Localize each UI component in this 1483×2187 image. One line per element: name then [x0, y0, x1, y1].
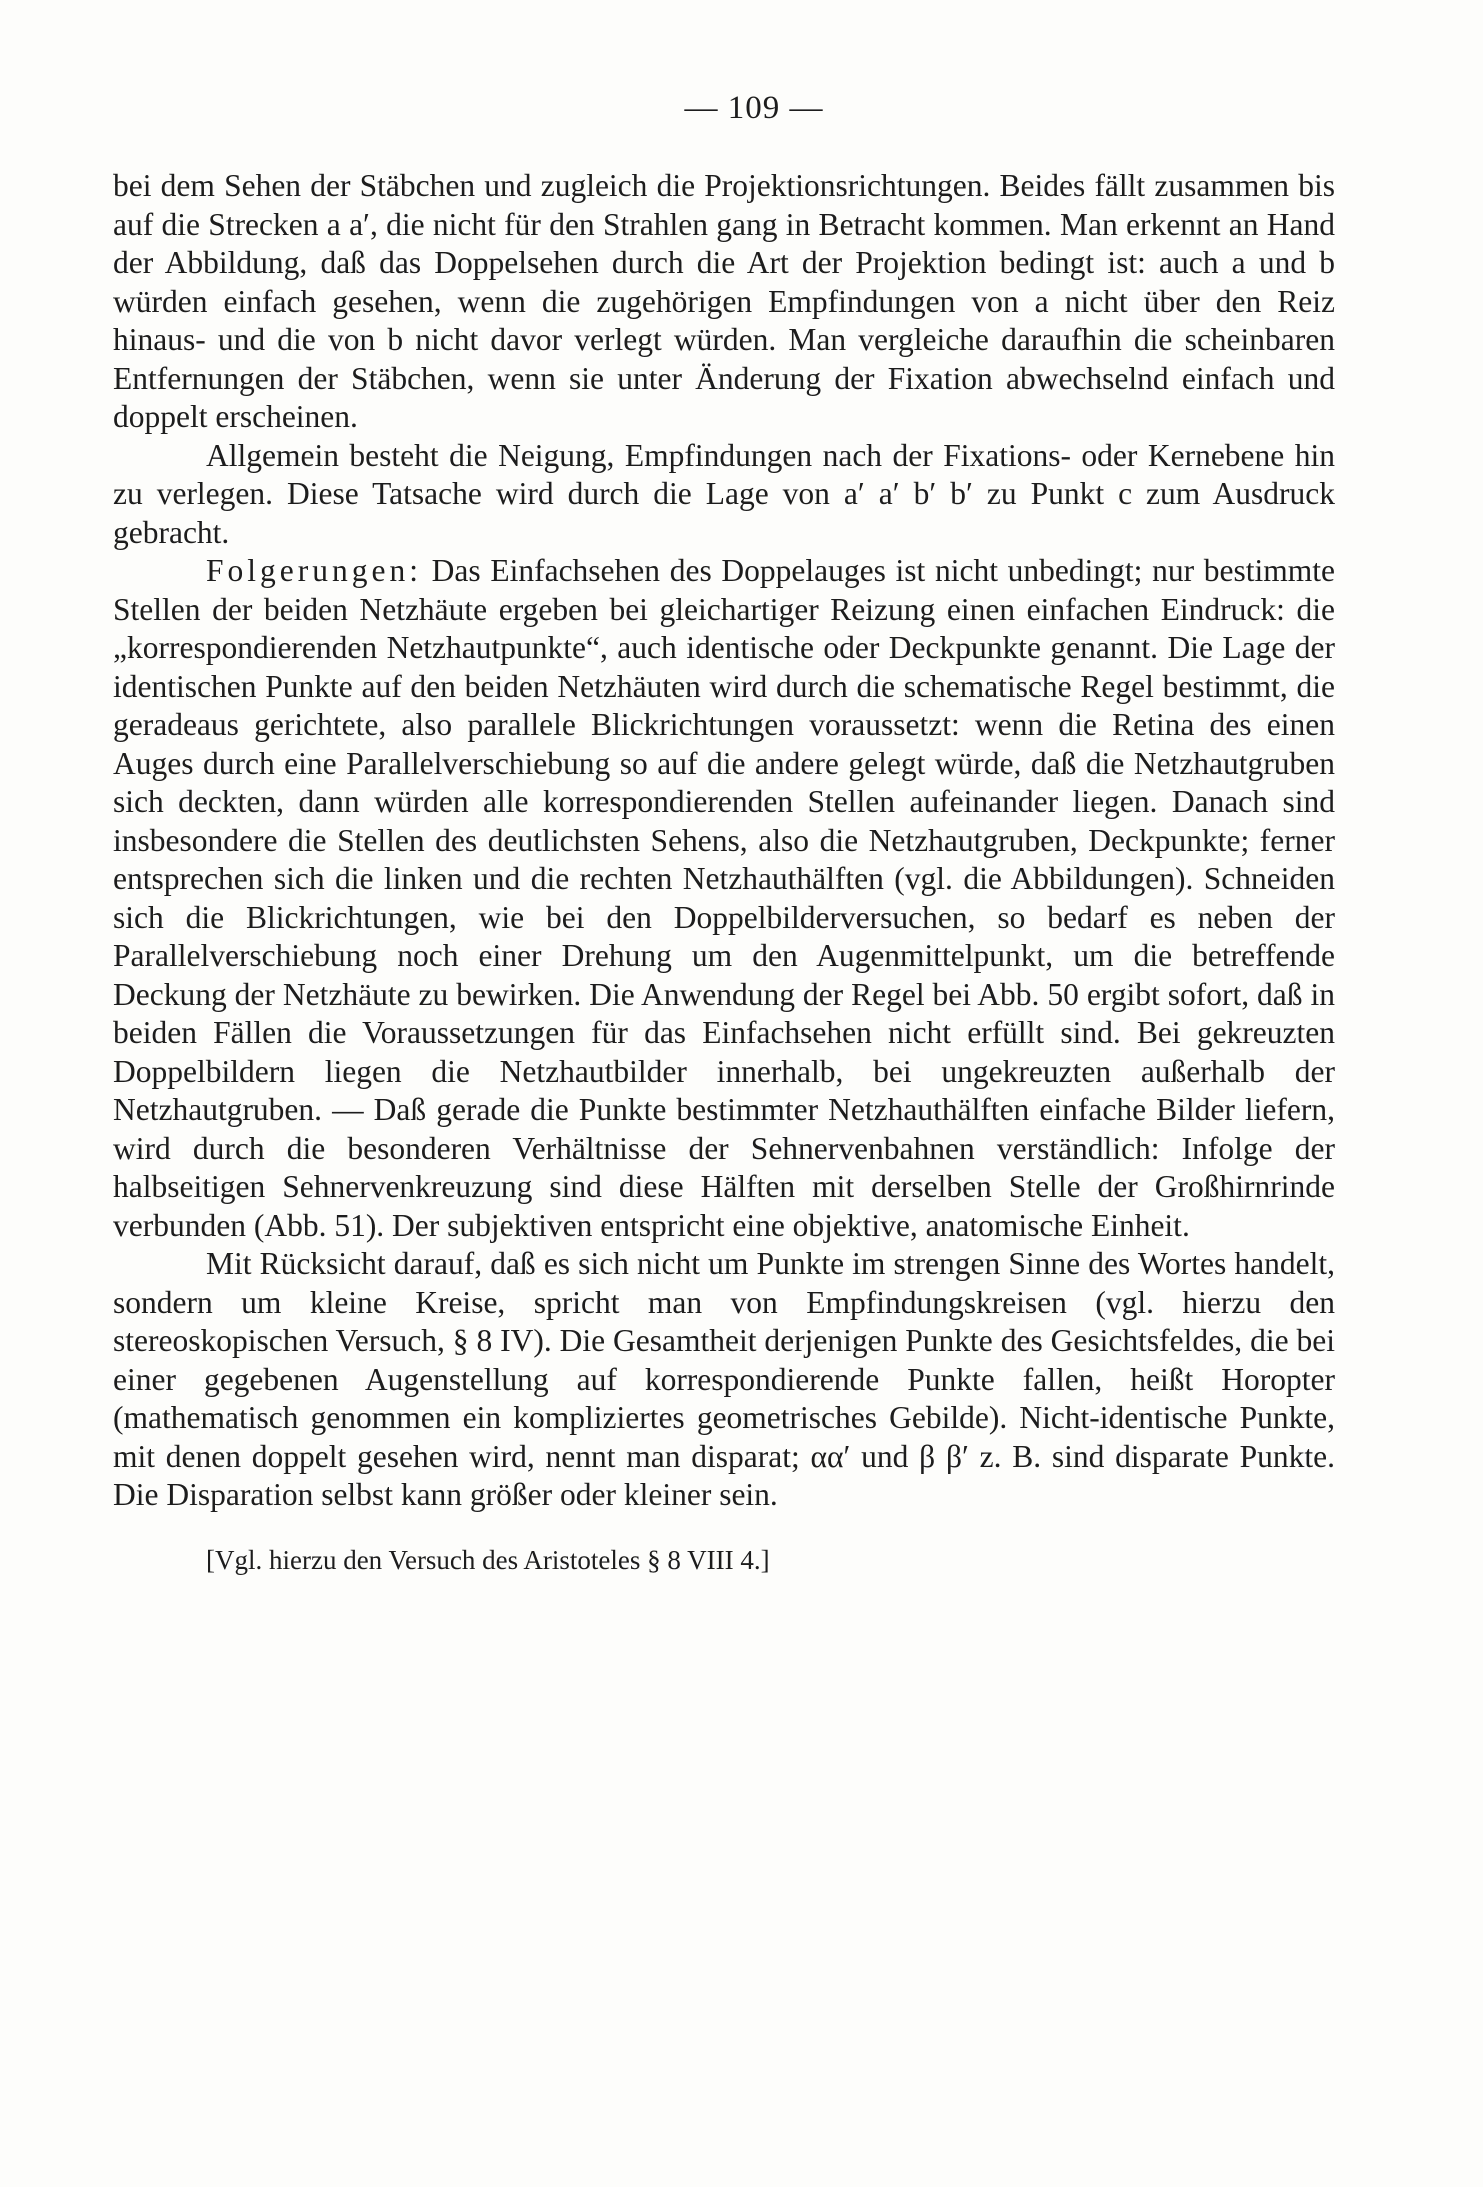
paragraph-1: bei dem Sehen der Stäbchen und zugleich die Projektionsrichtungen. Beides fällt zusammen bis auf die Strecken a a′, die nicht für den Strahlen gang in Betracht kommen. Man erkennt an Hand der Abbildung, daß das Doppelsehen durch die Art der Projektion bedingt ist: auch a und b würden einfach gesehen, wenn die zugehörigen Empfindungen von a nicht über den Reiz hinaus- und die von b nicht davor verlegt würden. Man vergleiche daraufhin die scheinbaren Entfernungen der Stäbchen, wenn sie unter Änderung der Fixation abwechselnd einfach und doppelt erscheinen.	[113, 168, 1335, 434]
footnote: [Vgl. hierzu den Versuch des Aristoteles § 8 VIII 4.]	[206, 1544, 770, 1575]
paragraph-folgerungen	[113, 552, 1335, 1245]
paragraph-horopter: Mit Rücksicht darauf, daß es sich nicht um Punkte im strengen Sinne des Wortes handelt, sondern um kleine Kreise, spricht man von Empfindungskreisen (vgl. hierzu den stereoskopischen Versuch, § 8 IV). Die Gesamtheit derjenigen Punkte des Gesichtsfeldes, die bei einer gegebenen Augenstellung auf korrespondierende Punkte fallen, heißt Horopter (mathematisch genommen ein kompliziertes geometrisches Gebilde). Nicht-identische Punkte, mit denen doppelt gesehen wird, nennt man disparat; αα′ und β β′ z. B. sind disparate Punkte. Die Disparation selbst kann größer oder kleiner sein.	[113, 1246, 1335, 1512]
paragraph-2: Allgemein besteht die Neigung, Empfindungen nach der Fixations- oder Kernebene hin zu verlegen. Diese Tatsache wird durch die Lage von a′ a′ b′ b′ zu Punkt c zum Ausdruck gebracht.	[113, 437, 1335, 550]
page-number: — 109 —	[684, 90, 824, 126]
folgerungen-text: Das Einfachsehen des Doppelauges ist nicht unbedingt; nur bestimmte Stellen der beiden Netzhäute ergeben bei gleichartiger Reizung einen einfachen Eindruck: die „korrespondierenden Netzhautpunkte“, auch identische oder Deckpunkte genannt. Die Lage der identischen Punkte auf den beiden Netzhäuten wird durch die schematische Regel bestimmt, die geradeaus gerichtete, also parallele Blickrichtungen voraussetzt: wenn die Retina des einen Auges durch eine Parallelverschiebung so auf die andere gelegt würde, daß die Netzhautgruben sich deckten, dann würden alle korrespondierenden Stellen aufeinander liegen. Danach sind insbesondere die Stellen des deutlichsten Sehens, also die Netzhautgruben, Deckpunkte; ferner entsprechen sich die linken und die rechten Netzhauthälften (vgl. die Abbildungen). Schneiden sich die Blickrichtungen, wie bei den Doppelbilderversuchen, so bedarf es neben der Parallelverschiebung noch einer Drehung um den Augenmittelpunkt, um die betreffende Deckung der Netzhäute zu bewirken. Die Anwendung der Regel bei Abb. 50 ergibt sofort, daß in beiden Fällen die Voraussetzungen für das Einfachsehen nicht erfüllt sind. Bei gekreuzten Doppelbildern liegen die Netzhautbilder innerhalb, bei ungekreuzten außerhalb der Netzhautgruben. — Daß gerade die Punkte bestimmter Netzhauthälften einfache Bilder liefern, wird durch die besonderen Verhältnisse der Sehnervenbahnen verständlich: Infolge der halbseitigen Sehnervenkreuzung sind diese Hälften mit derselben Stelle der Großhirnrinde verbunden (Abb. 51). Der subjektiven entspricht eine objektive, anatomische Einheit.	[113, 553, 1335, 1243]
folgerungen-label: Folgerungen:	[206, 553, 422, 588]
document-page	[113, 90, 1335, 1577]
